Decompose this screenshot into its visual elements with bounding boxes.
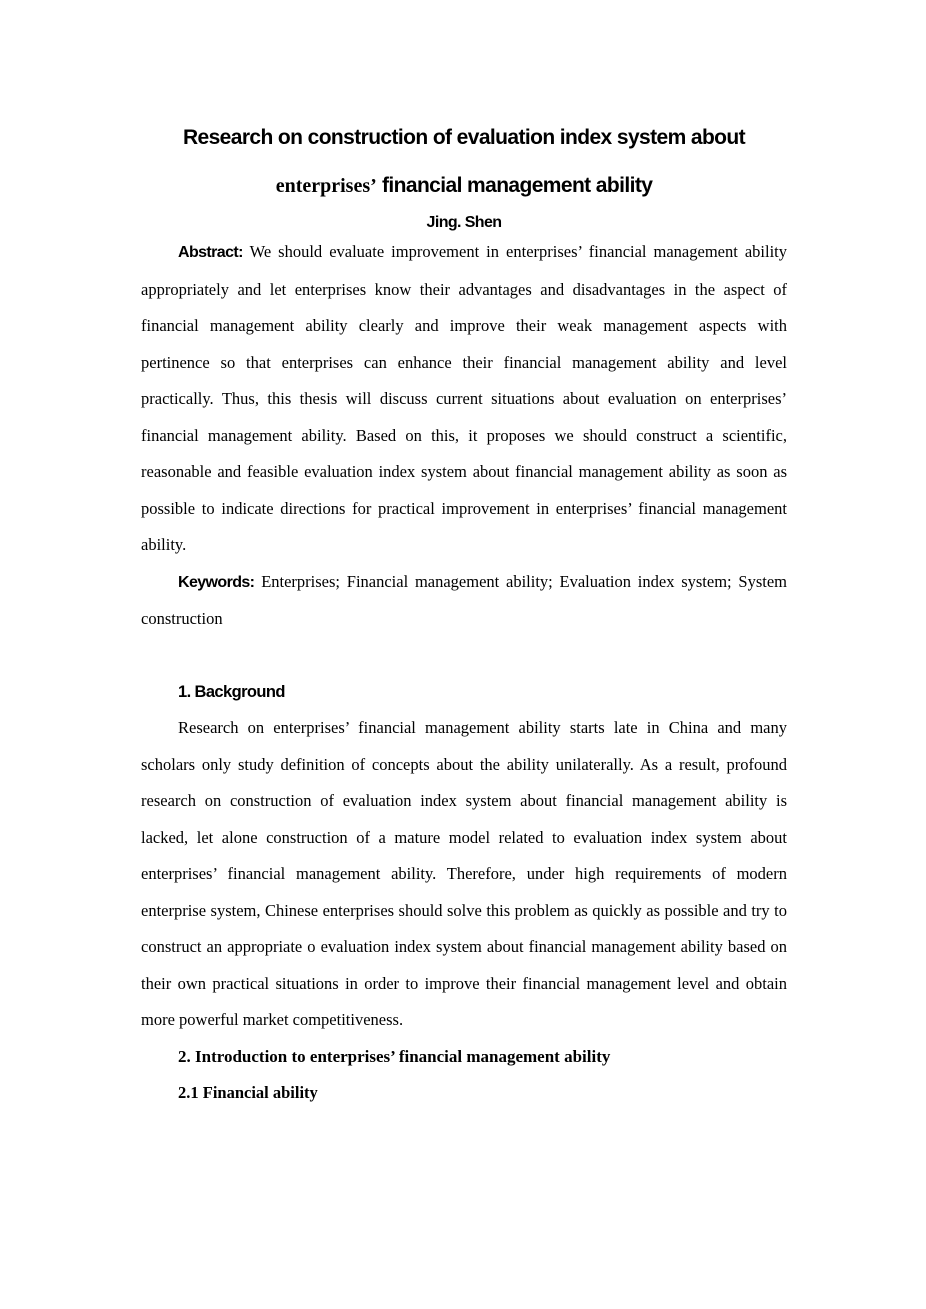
paper-page <box>141 120 787 1112</box>
section-heading-introduction: 2. Introduction to enterprises’ financial management ability <box>178 1046 611 1066</box>
paper-title-line-2 <box>141 168 787 204</box>
abstract-paragraph <box>141 234 787 564</box>
abstract-label: Abstract: <box>178 244 243 261</box>
paper-title-line-1: Research on construction of evaluation index system about <box>182 126 746 149</box>
keywords-label: Keywords: <box>178 573 255 591</box>
keywords-paragraph <box>141 564 787 638</box>
paper-title-sans-part: financial management ability <box>382 174 653 197</box>
section-heading-background: 1. Background <box>178 682 285 701</box>
author-name: Jing. Shen <box>426 214 502 231</box>
background-paragraph: Research on enterprises’ financial management ability starts late in China and many scholars only study definition of concepts about the ability unilaterally. As a result, profound research on construction of evaluation index system about financial management ability is lacked, let alone construction of a mature model related to evaluation index system about enterprises’ financial management ability. Therefore, under high requirements of modern enterprise system, Chinese enterprises should solve this problem as quickly as possible and try to construct an appropriate o evaluation index system about financial management ability based on their own practical situations in order to improve their financial management level and obtain more powerful market competitiveness. <box>141 718 787 1029</box>
section-spacer <box>141 638 787 674</box>
abstract-text: We should evaluate improvement in enterprises’ financial management ability appropriately and let enterprises know their advantages and disadvantages in the aspect of financial management ability clearly and improve their weak management aspects with pertinence so that enterprises can enhance their financial management ability and level practically. Thus, this thesis will discuss current situations about evaluation on enterprises’ financial management ability. Based on this, it proposes we should construct a scientific, reasonable and feasible evaluation index system about financial management ability as soon as possible to indicate directions for practical improvement in enterprises’ financial management ability. <box>141 242 788 554</box>
paper-title-serif-part: enterprises’ <box>275 175 377 197</box>
keywords-text: Enterprises; Financial management ability; Evaluation index system; System construction <box>141 571 787 628</box>
subsection-heading-financial-ability: 2.1 Financial ability <box>178 1083 318 1102</box>
